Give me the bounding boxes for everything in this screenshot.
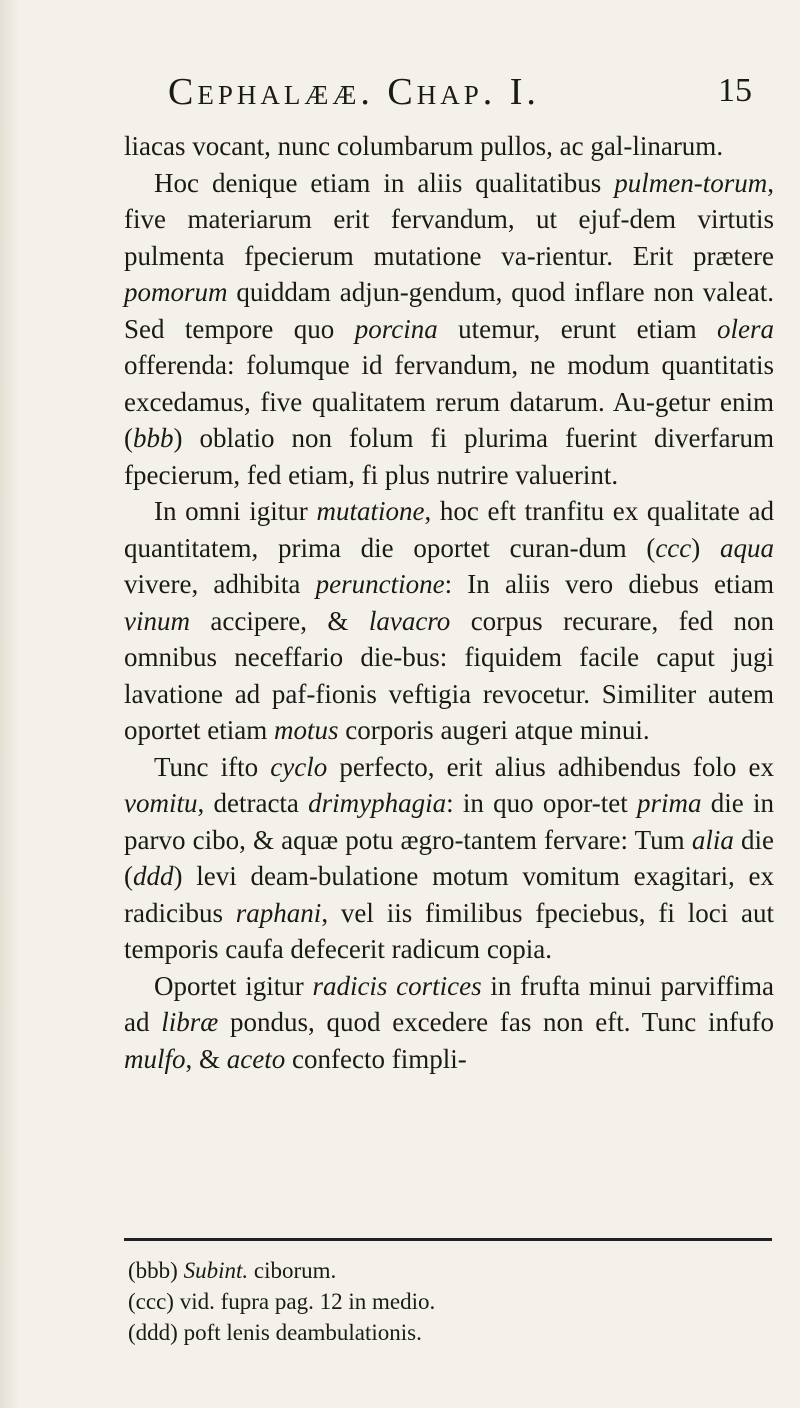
text-run: liacas vocant, nunc columbarum pullos, ac gal-linarum.: [124, 131, 724, 161]
footnote-text: poft lenis deambulationis.: [183, 1320, 422, 1345]
paragraph: [124, 749, 774, 968]
italic-term: aceto: [226, 1043, 286, 1074]
text-run: pondus, quod excedere fas non eft. Tunc infufo: [218, 1007, 774, 1037]
italic-term: motus: [273, 715, 339, 745]
footnote-text: ciborum.: [248, 1258, 337, 1283]
text-run: offerenda: folumque id fervandum, ne modum quantitatis excedamus, five qualitatem rerum datarum. Au-getur enim (: [124, 350, 774, 453]
text-run: In omni igitur: [154, 496, 317, 526]
italic-term: perunctione: [315, 569, 445, 599]
italic-term: alia: [691, 824, 734, 855]
italic-term: lavacro: [368, 605, 451, 636]
text-run: : In aliis vero diebus etiam: [444, 569, 774, 599]
italic-term: drimyphagia: [308, 788, 447, 818]
text-run: ): [691, 532, 720, 563]
text-run: , five materiarum erit fervandum, ut ejuf-dem virtutis pulmenta fpecierum mutatione va-rientur. Erit prætere: [124, 167, 774, 271]
text-run: in frufta minui parviffima ad: [124, 970, 774, 1037]
italic-term: ddd: [133, 861, 174, 891]
text-run: , vel iis fimilibus fpeciebus, fi loci aut temporis caufa defecerit radicum copia.: [124, 897, 774, 964]
text-run: die in parvo cibo, & aquæ potu ægro-tantem fervare: Tum: [124, 788, 774, 855]
text-run: confecto fimpli-: [285, 1043, 467, 1074]
italic-term: pulmen-torum: [614, 167, 768, 198]
italic-term: bbb: [133, 423, 174, 453]
page-gutter-shadow: [0, 0, 20, 1408]
italic-term: raphani: [235, 897, 322, 928]
text-run: : in quo opor-tet: [446, 788, 638, 818]
text-run: ) levi deam-bulatione motum vomitum exagitari, ex radicibus: [124, 861, 774, 928]
text-run: accipere, &: [189, 605, 369, 636]
text-run: die (: [124, 824, 774, 891]
text-run: , hoc eft tranfitu ex qualitate ad quantitatem, prima die oportet curan-dum (: [124, 496, 775, 563]
italic-term: aqua: [720, 532, 774, 563]
running-header: [60, 70, 760, 120]
italic-term: radicis cortices: [312, 970, 482, 1001]
italic-term: libræ: [161, 1007, 219, 1037]
italic-term: vomitu: [124, 788, 198, 818]
italic-term: ccc: [655, 532, 692, 563]
italic-term: mutatione: [316, 496, 425, 526]
text-run: , detracta: [197, 788, 309, 818]
footnote: [128, 1255, 768, 1286]
paragraph: [124, 165, 774, 494]
footnote-text: vid. fupra pag. 12 in medio.: [179, 1289, 436, 1314]
footnote-italic: Subint.: [183, 1258, 249, 1283]
italic-term: pomorum: [124, 277, 228, 307]
text-run: ) oblatio non folum fi plurima fuerint diverfarum fpecierum, fed etiam, fi plus nutrire valuerint.: [124, 423, 774, 490]
text-run: quiddam adjun-gendum, quod inflare non valeat. Sed tempore quo: [124, 277, 774, 344]
footnote-mark: (ccc): [128, 1289, 174, 1314]
footnote: [128, 1286, 768, 1317]
running-title: Cephalææ. Chap. I.: [168, 71, 540, 113]
italic-term: cyclo: [270, 751, 328, 782]
italic-term: mulfo: [124, 1043, 186, 1074]
footnote-mark: (ddd): [128, 1320, 178, 1345]
footnote-rule: [124, 1238, 772, 1241]
footnotes: [128, 1255, 768, 1348]
italic-term: vinum: [124, 605, 190, 636]
italic-term: prima: [637, 788, 702, 818]
main-text: [124, 128, 774, 1077]
paragraph: [124, 493, 774, 749]
paragraph: [124, 128, 774, 165]
text-run: Tunc ifto: [154, 751, 271, 782]
footnote: [128, 1317, 768, 1348]
paragraph: [124, 968, 774, 1078]
text-run: vivere, adhibita: [124, 569, 316, 599]
text-run: , &: [185, 1043, 227, 1074]
page-number: 15: [718, 72, 752, 109]
italic-term: porcina: [354, 313, 438, 344]
text-run: corporis augeri atque minui.: [338, 715, 650, 745]
text-run: utemur, erunt etiam: [437, 313, 717, 344]
italic-term: olera: [716, 313, 774, 344]
text-run: corpus recurare, fed non omnibus neceffario die-bus: fiquidem facile caput jugi lavatione ad paf-fionis veftigia revocetur. Similiter autem oportet etiam: [124, 605, 774, 745]
text-run: Oportet igitur: [154, 970, 313, 1001]
text-run: perfecto, erit alius adhibendus folo ex: [327, 751, 774, 782]
text-run: Hoc denique etiam in aliis qualitatibus: [154, 167, 615, 198]
footnote-mark: (bbb): [128, 1258, 178, 1283]
